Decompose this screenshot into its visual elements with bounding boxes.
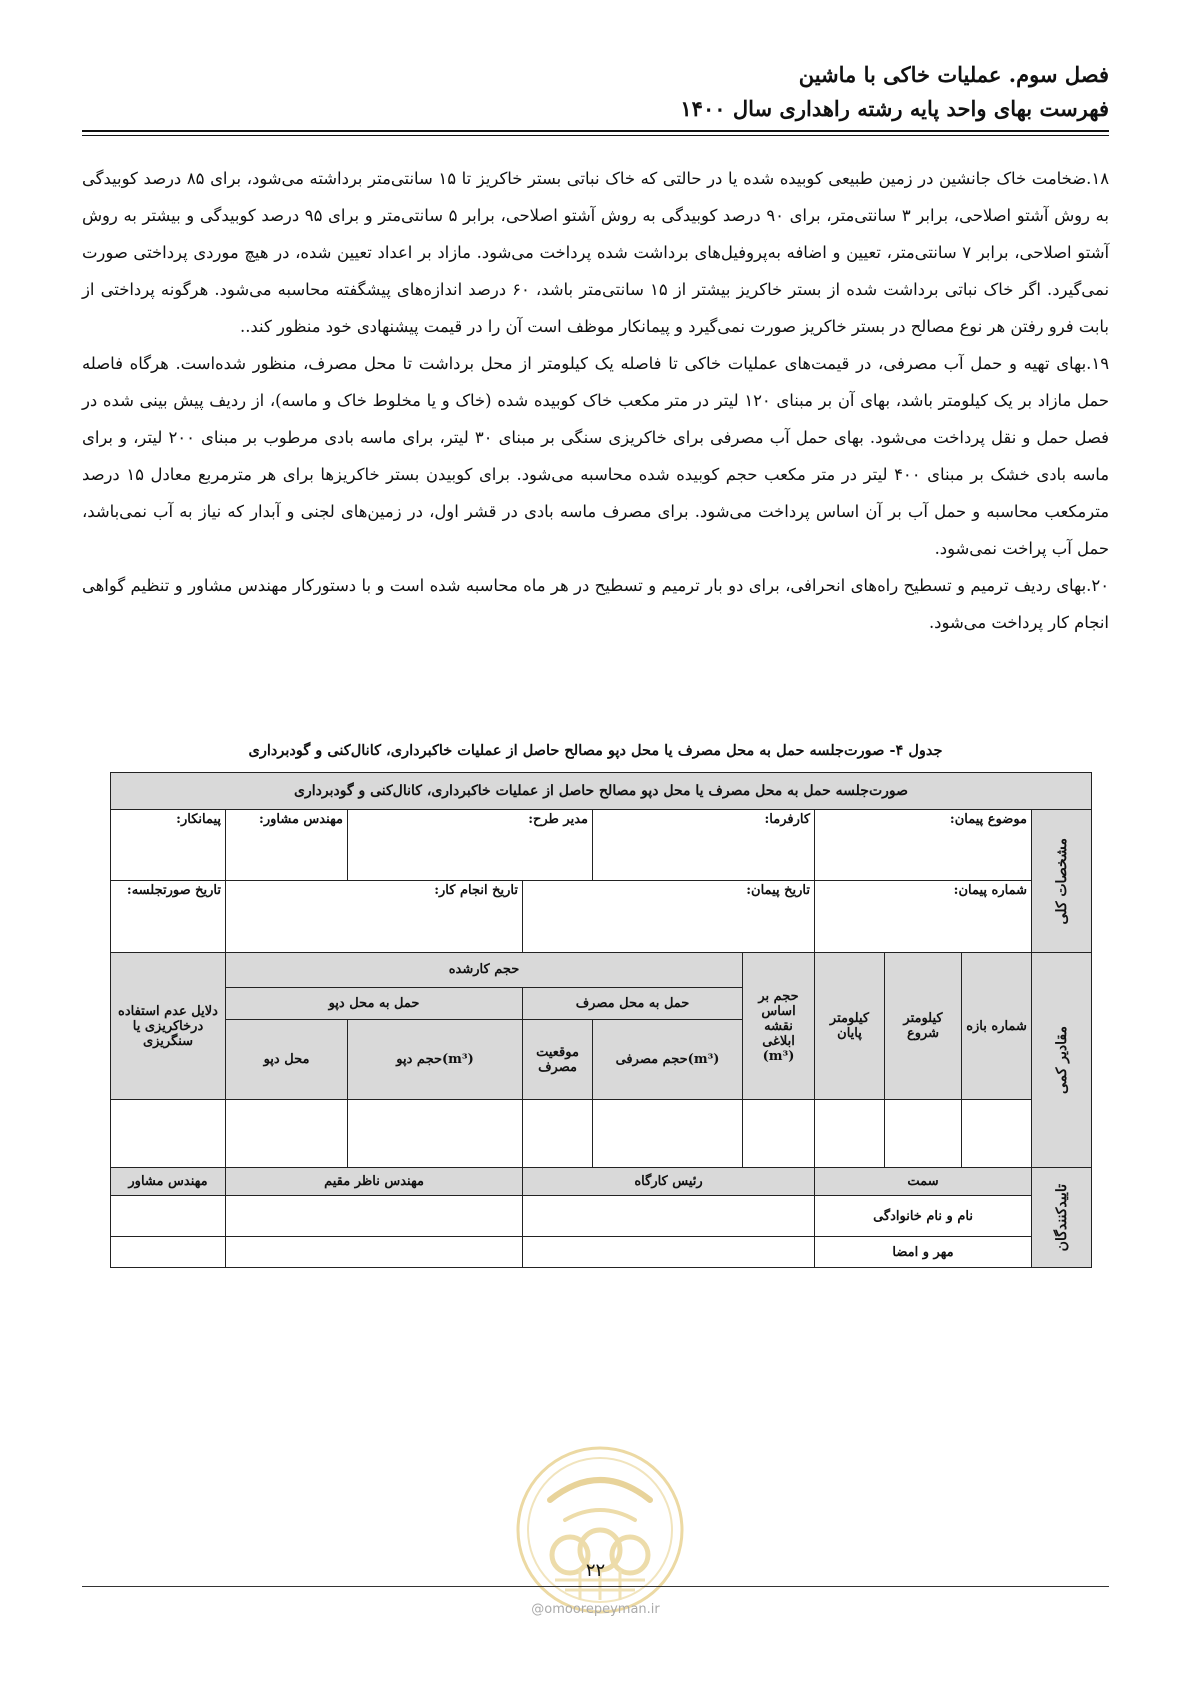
role-header: سمت xyxy=(815,1167,1032,1196)
minutes-form-table xyxy=(110,772,1092,1268)
plan-manager-field[interactable]: مدیر طرح: xyxy=(348,809,593,881)
resident-engineer-signature-cell[interactable] xyxy=(226,1237,523,1268)
km-start-cell[interactable] xyxy=(885,1100,962,1168)
plan-volume-cell[interactable] xyxy=(743,1100,815,1168)
full-name-label: نام و نام خانوادگی xyxy=(815,1196,1032,1237)
contract-number-field[interactable]: شماره پیمان: xyxy=(815,881,1032,953)
section-signers-label: تاییدکنندگان xyxy=(1032,1167,1092,1267)
to-use-location-header: حمل به محل مصرف xyxy=(523,987,743,1020)
km-start-header: کیلومتر شروع xyxy=(885,952,962,1099)
contractor-field[interactable]: پیمانکار: xyxy=(111,809,226,881)
use-location-header: موقعیت مصرف xyxy=(523,1020,593,1100)
site-head-name-cell[interactable] xyxy=(523,1196,815,1237)
form-title: صورت‌جلسه حمل به محل مصرف یا محل دپو مصالح حاصل از عملیات خاکبرداری، کانال‌کنی و گودبرداری xyxy=(111,773,1092,810)
volume-done-header: حجم کارشده xyxy=(226,952,743,987)
table-caption: جدول ۴- صورت‌جلسه حمل به محل مصرف یا محل دپو مصالح حاصل از عملیات خاکبرداری، کانال‌کنی و گودبرداری xyxy=(248,742,943,759)
body-text xyxy=(82,160,1109,641)
page-number: ۲۲ xyxy=(585,1560,606,1581)
chapter-title: فصل سوم. عملیات خاکی با ماشین xyxy=(798,62,1109,87)
section-general-label: مشخصات کلی xyxy=(1032,809,1092,952)
execution-date-field[interactable]: تاریخ انجام کار: xyxy=(226,881,523,953)
minutes-date-field[interactable]: تاریخ صورتجلسه: xyxy=(111,881,226,953)
consultant-engineer-header: مهندس مشاور xyxy=(111,1167,226,1196)
depot-volume-header: (m³)حجم دپو xyxy=(348,1020,523,1100)
consultant-signature-cell[interactable] xyxy=(111,1237,226,1268)
site-head-signature-cell[interactable] xyxy=(523,1237,815,1268)
header-rule-thin xyxy=(82,135,1109,136)
footer-url: @omoorepeyman.ir xyxy=(531,1602,660,1617)
km-end-header: کیلومتر پایان xyxy=(815,952,885,1099)
depot-location-header: محل دپو xyxy=(226,1020,348,1100)
subject-field[interactable]: موضوع پیمان: xyxy=(815,809,1032,881)
footer-rule xyxy=(82,1586,1109,1587)
used-volume-cell[interactable] xyxy=(593,1100,743,1168)
page-header xyxy=(680,58,1109,126)
seal-signature-label: مهر و امضا xyxy=(815,1237,1032,1268)
resident-engineer-header: مهندس ناظر مقیم xyxy=(226,1167,523,1196)
reasons-header: دلایل عدم استفاده درخاکریزی یا سنگریزی xyxy=(111,952,226,1099)
segment-number-cell[interactable] xyxy=(962,1100,1032,1168)
km-end-cell[interactable] xyxy=(815,1100,885,1168)
use-location-cell[interactable] xyxy=(523,1100,593,1168)
reasons-cell[interactable] xyxy=(111,1100,226,1168)
section-quantities-label: مقادیر کمی xyxy=(1032,952,1092,1167)
site-head-header: رئیس کارگاه xyxy=(523,1167,815,1196)
depot-location-cell[interactable] xyxy=(226,1100,348,1168)
watermark-seal-icon xyxy=(510,1440,690,1620)
contract-date-field[interactable]: تاریخ پیمان: xyxy=(523,881,815,953)
segment-number-header: شماره بازه xyxy=(962,952,1032,1099)
to-depot-header: حمل به محل دپو xyxy=(226,987,523,1020)
resident-engineer-name-cell[interactable] xyxy=(226,1196,523,1237)
consultant-name-cell[interactable] xyxy=(111,1196,226,1237)
consultant-field[interactable]: مهندس مشاور: xyxy=(226,809,348,881)
employer-field[interactable]: کارفرما: xyxy=(593,809,815,881)
paragraph-18: ۱۸.ضخامت خاک جانشین در زمین طبیعی کوبیده شده یا در حالتی که خاک نباتی بستر خاکریز تا ۱۵ سانتی‌متر برداشته می‌شود، برای ۸۵ درصد کوبیدگی به روش آشتو اصلاحی، برابر ۳ سانتی‌متر، برای ۹۰ درصد کوبیدگی به روش آشتو اصلاحی، برابر ۵ سانتی‌متر و برای ۹۵ درصد کوبیدگی و بیشتر به روش آشتو اصلاحی، برابر ۷ سانتی‌متر، تعیین و اضافه به‌پروفیل‌های برداشت شده پرداخت می‌شود. مازاد بر اعداد تعیین شده، در هیچ موردی پرداختی صورت نمی‌گیرد. اگر خاک نباتی برداشت شده از بستر خاکریز بیشتر از ۱۵ سانتی‌متر باشد، ۶۰ درصد اندازه‌های پیشگفته محاسبه می‌شود. هرگونه پرداختی از بابت فرو رفتن هر نوع مصالح در بستر خاکریز صورت نمی‌گیرد و پیمانکار موظف است آن را در قیمت پیشنهادی خود منظور کند.. xyxy=(82,169,1110,336)
plan-volume-header: حجم بر اساس نقشه ابلاغی (m³) xyxy=(743,952,815,1099)
paragraph-20: ۲۰.بهای ردیف ترمیم و تسطیح راه‌های انحرافی، برای دو بار ترمیم و تسطیح در هر ماه محاسبه شده است و با دستورکار مهندس مشاور و تنظیم گواهی انجام کار پرداخت می‌شود. xyxy=(82,576,1109,632)
used-volume-header: (m³)حجم مصرفی xyxy=(593,1020,743,1100)
header-rule-thick xyxy=(82,130,1109,132)
depot-volume-cell[interactable] xyxy=(348,1100,523,1168)
document-title: فهرست بهای واحد پایه رشته راهداری سال ۱۴۰۰ xyxy=(680,96,1109,121)
paragraph-19: ۱۹.بهای تهیه و حمل آب مصرفی، در قیمت‌های عملیات خاکی تا فاصله یک کیلومتر از محل برداشت تا محل مصرف، منظور شده‌است. هرگاه فاصله حمل مازاد بر یک کیلومتر باشد، بهای آن بر مبنای ۱۲۰ لیتر در متر مکعب خاک کوبیده شده (خاک و یا مخلوط خاک و ماسه)، از ردیف پیش بینی شده در فصل حمل و نقل پرداخت می‌شود. بهای حمل آب مصرفی برای خاکریزی سنگی بر مبنای ۳۰ لیتر، برای ماسه بادی مرطوب بر مبنای ۲۰۰ لیتر، و برای ماسه بادی خشک بر مبنای ۴۰۰ لیتر در متر مکعب حجم کوبیده شده محاسبه می‌شود. برای کوبیدن بستر خاکریزها برای هر مترمربع معادل ۱۵ درصد مترمکعب محاسبه و حمل آب بر آن اساس پرداخت می‌شود. برای مصرف ماسه بادی در قشر اول، در زمین‌های لجنی و آبدار که نیاز به آب نمی‌باشد، حمل آب پراخت نمی‌شود. xyxy=(82,354,1109,558)
